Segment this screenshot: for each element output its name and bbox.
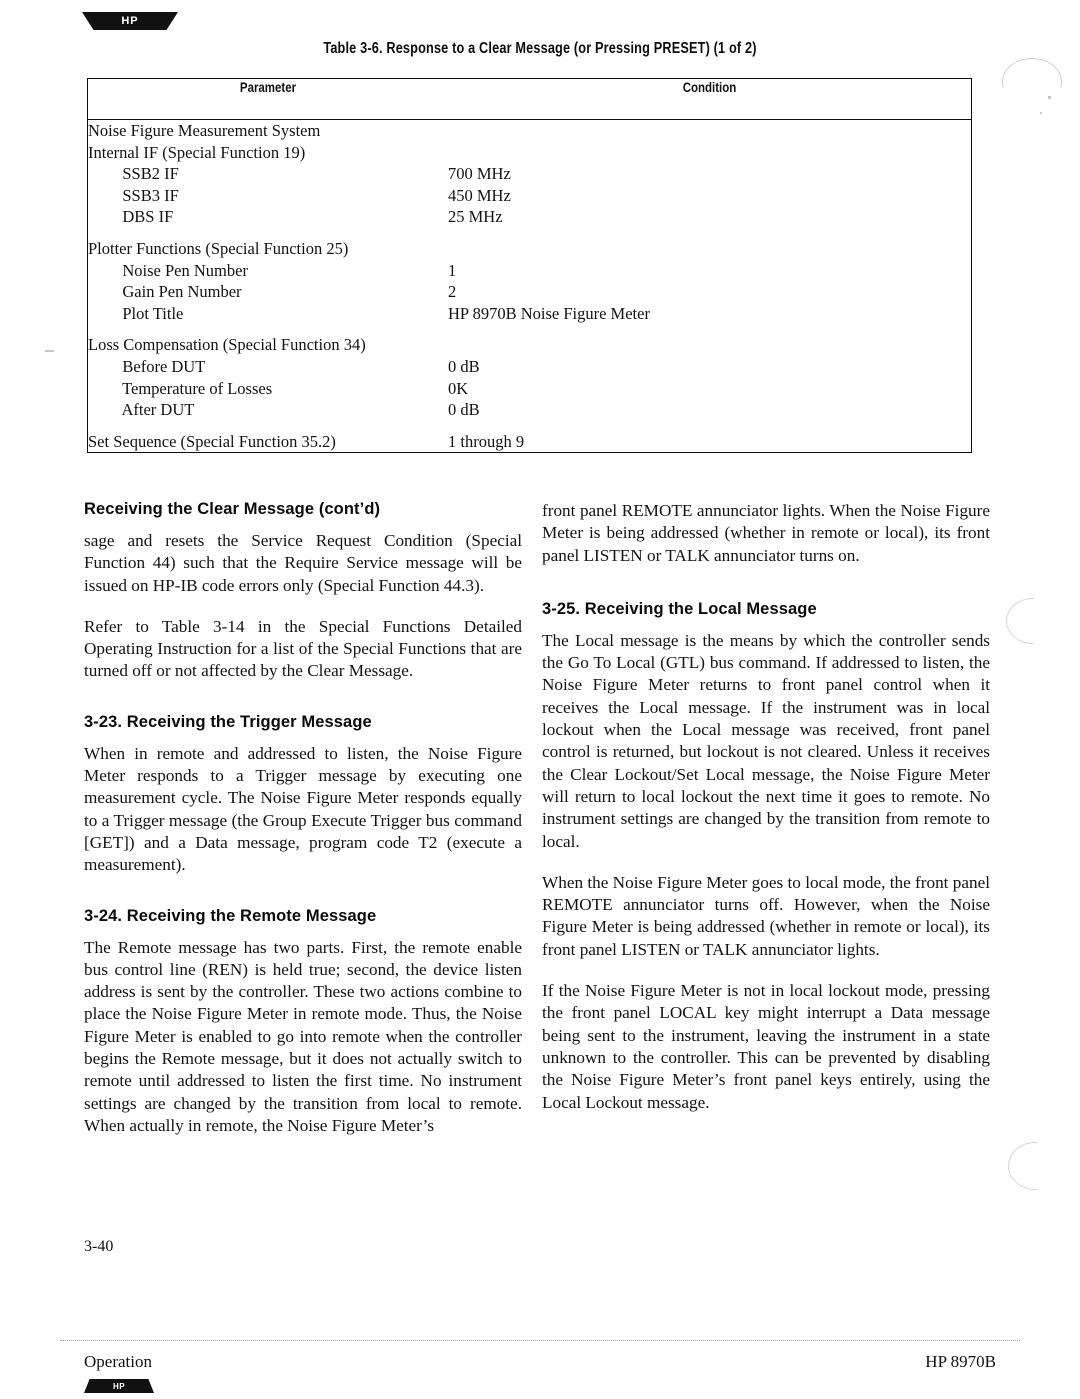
scan-artifact-ring xyxy=(1002,58,1062,106)
param-line: Plot Title xyxy=(110,303,184,323)
param-line: Before DUT xyxy=(110,356,206,376)
paragraph-remote-continued: front panel REMOTE annunciator lights. When the Noise Figure Meter is being addressed (whether in remote or local), its front panel LISTEN or TALK annunciator turns on. xyxy=(542,501,990,565)
paragraph-clear-1: sage and resets the Service Request Condition (Special Function 44) such that the Require Service message will be issued on HP-IB code errors only (Special Function 44.3). xyxy=(84,531,522,595)
scan-speck xyxy=(1040,112,1042,114)
table-group xyxy=(88,334,448,420)
table-group xyxy=(448,431,971,453)
param-line: Gain Pen Number xyxy=(110,282,242,302)
param-line: Loss Compensation (Special Function 34) xyxy=(88,335,366,355)
cond-line: HP 8970B Noise Figure Meter xyxy=(448,303,650,323)
left-text-column xyxy=(84,500,522,1137)
heading-receiving-clear-message: Receiving the Clear Message (cont’d) xyxy=(84,500,381,518)
column-header-condition: Condition xyxy=(448,79,972,120)
footer-section-label: Operation xyxy=(84,1352,152,1371)
scan-speck xyxy=(45,350,54,352)
table-group xyxy=(88,431,448,453)
scan-artifact-ring xyxy=(1008,1142,1062,1190)
footer-model-label: HP 8970B xyxy=(925,1352,996,1371)
cond-line: 1 xyxy=(448,260,457,280)
heading-receiving-trigger-message: 3-23. Receiving the Trigger Message xyxy=(84,712,372,731)
scan-artifact-ring xyxy=(1006,598,1060,644)
param-line: Internal IF (Special Function 19) xyxy=(88,142,306,162)
paragraph-remote: The Remote message has two parts. First, the remote enable bus control line (REN) is held true; second, the device listen address is sent by the controller. These two actions combine to place the Noise Figure Meter in remote mode. Thus, the Noise Figure Meter is enabled to go into remote when the controller begins the Remote message, but it does not actually switch to remote until addressed to listen the first time. No instrument settings are changed by the transition from local to remote. When actually in remote, the Noise Figure Meter’s xyxy=(84,937,522,1135)
cond-line: 700 MHz xyxy=(448,164,511,184)
heading-receiving-local-message: 3-25. Receiving the Local Message xyxy=(542,599,817,618)
cond-line: 2 xyxy=(448,282,457,302)
table-header-row xyxy=(88,79,972,120)
hp-logo-footer xyxy=(84,1379,154,1393)
cond-line: 0K xyxy=(448,378,469,398)
table-caption: Table 3-6. Response to a Clear Message (or Pressing PRESET) (1 of 2) xyxy=(323,40,757,57)
paragraph-clear-2: Refer to Table 3-14 in the Special Functions Detailed Operating Instruction for a list of the Special Functions that are turned off or not affected by the Clear Message. xyxy=(84,616,522,681)
footer-divider xyxy=(60,1340,1020,1341)
table-group xyxy=(88,238,448,324)
param-line: Plotter Functions (Special Function 25) xyxy=(88,238,349,258)
cond-line: 450 MHz xyxy=(448,185,511,205)
paragraph-local-2: When the Noise Figure Meter goes to local mode, the front panel REMOTE annunciator turns off. However, when the Noise Figure Meter is being addressed (whether in remote or local), its front panel LISTEN or TALK annunciator lights. xyxy=(542,872,990,959)
response-to-clear-message-table xyxy=(87,78,972,453)
right-text-column xyxy=(542,500,990,1114)
page-number: 3-40 xyxy=(84,1238,114,1255)
table-body-row xyxy=(88,120,972,453)
param-line: SSB3 IF xyxy=(110,185,179,205)
param-line: Noise Pen Number xyxy=(110,260,248,280)
scan-speck xyxy=(1048,96,1051,99)
param-line: Set Sequence (Special Function 35.2) xyxy=(88,431,336,451)
hp-logo-top xyxy=(82,12,178,30)
paragraph-local-3: If the Noise Figure Meter is not in local lockout mode, pressing the front panel LOCAL key might interrupt a Data message being sent to the instrument, leaving the instrument in a state unknown to the controller. This can be prevented by disabling the Noise Figure Meter’s front panel keys entirely, using the Local Lockout message. xyxy=(542,981,990,1112)
paragraph-local-1: The Local message is the means by which the controller sends the Go To Local (GTL) bus command. If addressed to listen, the Noise Figure Meter returns to front panel control when it receives the Local message. If the instrument was in local lockout when the Local message was received, front panel control is returned, but lockout is not cleared. Unless it receives the Clear Lockout/Set Local message, the Noise Figure Meter will return to local lockout the next time it goes to remote. No instrument settings are changed by the transition from remote to local. xyxy=(542,630,990,851)
condition-cell xyxy=(448,120,972,453)
table-group xyxy=(448,334,971,420)
table-group xyxy=(448,238,971,324)
parameter-cell xyxy=(88,120,449,453)
spacer xyxy=(542,586,990,600)
heading-receiving-remote-message: 3-24. Receiving the Remote Message xyxy=(84,906,377,925)
cond-line: 0 dB xyxy=(448,356,480,376)
param-line: After DUT xyxy=(110,400,195,420)
cond-line: 25 MHz xyxy=(448,207,503,227)
table-group xyxy=(88,120,448,228)
table-group xyxy=(448,120,971,228)
param-line: SSB2 IF xyxy=(110,164,179,184)
hp-logo-text: HP xyxy=(121,15,139,27)
param-line: Temperature of Losses xyxy=(110,378,273,398)
hp-logo-text: HP xyxy=(112,1381,126,1391)
cond-line: 0 dB xyxy=(448,400,480,420)
param-line: DBS IF xyxy=(110,207,174,227)
paragraph-trigger: When in remote and addressed to listen, the Noise Figure Meter responds to a Trigger message by executing one measurement cycle. The Noise Figure Meter responds equally to a Trigger message (the Group Execute Trigger bus command [GET]) and a Data message, program code T2 (execute a measurement). xyxy=(84,743,522,875)
column-header-parameter: Parameter xyxy=(88,79,449,120)
cond-line: 1 through 9 xyxy=(448,431,525,451)
param-line: Noise Figure Measurement System xyxy=(88,121,321,140)
